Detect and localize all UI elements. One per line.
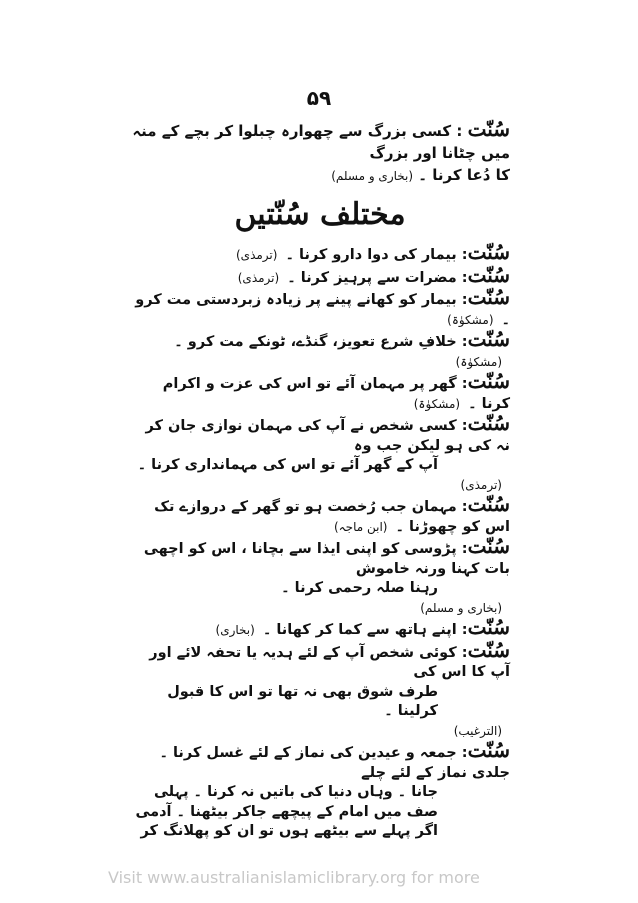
intro-citation: (بخاری و مسلم) — [331, 169, 414, 183]
sunnah-citation: (الترغیب) — [453, 723, 502, 738]
sunnah-keyword: سُنّت — [467, 369, 510, 393]
sunnah-citation: (مشکوٰۃ) — [455, 354, 502, 369]
sunnah-continuation: جانا ۔ وہاں دنیا کی باتیں نہ کرنا ۔ پہلی صف میں امام کے پیچھے جاکر بیٹھنا ۔ آدمی اگر پہلے سے بیٹھے ہوں تو ان کو پھلانگ کر — [135, 784, 438, 839]
sunnah-keyword: سُنّت — [467, 637, 510, 662]
sunnah-text: : گھر پر مہمان آئے تو اس کی عزت و اکرام کرنا ۔ — [162, 376, 510, 412]
sunnah-text: : پڑوسی کو اپنی ایذا سے بچانا ، اس کو اچھی بات کہنا ورنہ خاموش — [143, 541, 510, 577]
sunnah-continuation: آپ کے گھر آئے تو اس کی مہمانداری کرنا ۔ — [137, 457, 438, 473]
footer-watermark: Visit www.australianislamiclibrary.org for more — [108, 868, 480, 887]
sunnah-keyword: سُنّت — [467, 615, 510, 639]
sunnah-continuation: طرف شوق بھی نہ تھا تو اس کا قبول کرلینا ۔ — [167, 683, 438, 719]
sunnah-keyword: سُنّت — [467, 240, 510, 264]
sunnah-item — [130, 327, 510, 372]
sunnah-text: : مضرات سے پرہیز کرنا ۔ — [287, 269, 468, 286]
intro-paragraph — [130, 118, 510, 187]
sunnah-text: : کسی شخص نے آپ کی مہمان نوازی جان کر نہ کی ہو لیکن جب وہ — [145, 418, 510, 454]
sunnah-citation: (ترمذی) — [237, 270, 280, 285]
sunnah-citation: (ترمذی) — [236, 248, 278, 262]
sunnah-text: : اپنے ہاتھ سے کما کر کھانا ۔ — [262, 622, 468, 638]
sunnah-keyword: سُنّت — [467, 534, 510, 558]
sunnah-item — [130, 262, 510, 289]
sunnah-keyword: سُنّت — [467, 738, 510, 762]
page-content — [130, 118, 510, 842]
sunnah-keyword: سُنّت — [467, 492, 510, 516]
sunnah-keyword: سُنّت — [467, 262, 510, 287]
sunnah-citation: (بخاری) — [215, 623, 255, 637]
intro-line2: کا دُعا کرنا ۔ — [418, 166, 510, 184]
sunnah-continuation: رہنا صلہ رحمی کرنا ۔ — [281, 580, 438, 596]
page-number: ۵۹ — [306, 86, 332, 110]
intro-keyword: سُنّت — [467, 117, 510, 141]
sunnah-item — [130, 369, 510, 414]
sunnah-citation: (مشکوٰۃ) — [413, 396, 461, 411]
sunnah-item — [130, 615, 510, 641]
sunnah-item — [130, 738, 510, 842]
sunnah-text: : جمعہ و عیدین کی نماز کے لئے غسل کرنا ۔ جلدی نماز کے لئے چلے — [159, 745, 510, 781]
sunnah-list — [130, 240, 510, 842]
sunnah-item — [130, 411, 510, 495]
sunnah-text: : مہمان جب رُخصت ہو تو گھر کے دروازے تک اس کو چھوڑنا ۔ — [154, 499, 510, 535]
sunnah-keyword: سُنّت — [467, 327, 510, 351]
sunnah-item — [130, 492, 510, 537]
sunnah-keyword: سُنّت — [467, 411, 510, 435]
sunnah-citation: (بخاری و مسلم) — [420, 600, 502, 615]
sunnah-keyword: سُنّت — [467, 285, 510, 309]
sunnah-item — [130, 285, 510, 330]
sunnah-text: : بیمار کی دوا دارو کرنا ۔ — [285, 247, 468, 263]
sunnah-citation: (ترمذی) — [460, 477, 502, 492]
sunnah-item — [130, 637, 510, 742]
sunnah-item — [130, 534, 510, 618]
sunnah-citation: (مشکوٰۃ) — [447, 312, 494, 327]
sunnah-text: : خلافِ شرع تعویز، گنڈے، ٹونکے مت کرو ۔ — [174, 334, 468, 350]
sunnah-citation: (ابن ماجہ) — [333, 519, 388, 534]
intro-line1: : کسی بزرگ سے چھوارہ چبلوا کر بچے کے منہ میں چٹانا اور بزرگ — [132, 122, 510, 162]
sunnah-text: : کوئی شخص آپ کے لئے ہدیہ یا تحفہ لائے اور آپ کا اس کی — [149, 644, 510, 680]
section-heading: مختلف سُنّتیں — [234, 197, 406, 232]
sunnah-item — [130, 240, 510, 266]
sunnah-text: : بیمار کو کھانے پینے پر زیادہ زبردستی مت کرو ۔ — [135, 292, 510, 328]
